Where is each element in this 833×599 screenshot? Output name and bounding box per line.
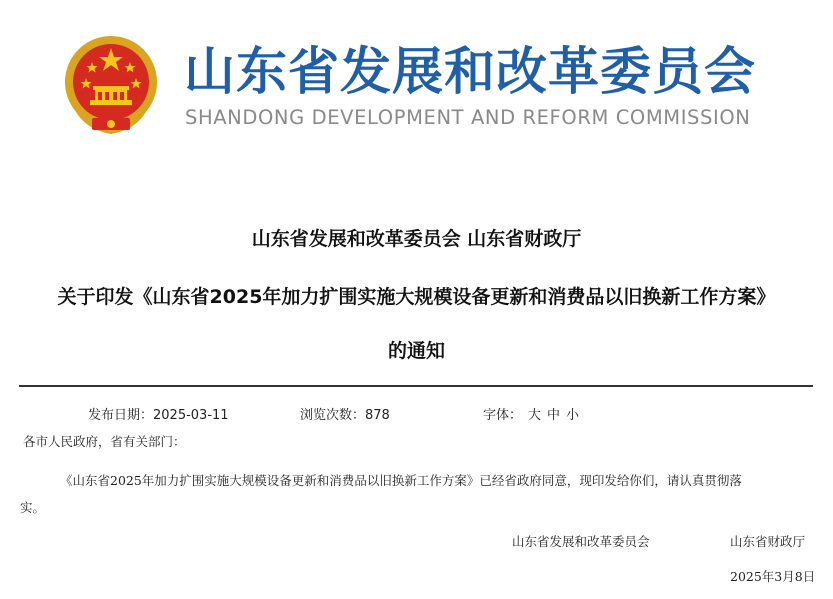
site-header	[0, 0, 833, 165]
signatory-finance: 山东省财政厅	[730, 534, 806, 549]
font-size-medium-button[interactable]: 中	[547, 408, 561, 423]
org-name-cn: 山东省发展和改革委员会	[184, 43, 757, 102]
view-count-value: 878	[365, 408, 390, 423]
signatory-ndrc: 山东省发展和改革委员会	[512, 534, 650, 549]
view-count-label: 浏览次数：	[300, 408, 366, 423]
font-size-small-button[interactable]: 小	[566, 408, 580, 423]
national-emblem-icon	[62, 34, 160, 138]
body-paragraph-line1: 《山东省2025年加力扩围实施大规模设备更新和消费品以旧换新工作方案》已经省政府同意，现印发给你们，请认真贯彻落	[60, 473, 742, 488]
font-size-label: 字体：	[483, 408, 523, 423]
publish-date	[88, 404, 229, 423]
title-line-notice: 的通知	[387, 340, 445, 362]
title-line-subject: 关于印发《山东省2025年加力扩围实施大规模设备更新和消费品以旧换新工作方案》	[57, 286, 776, 308]
body-paragraph-line2: 实。	[20, 500, 46, 515]
salutation: 各市人民政府，省有关部门：	[23, 434, 186, 449]
title-line-issuers: 山东省发展和改革委员会 山东省财政厅	[251, 228, 582, 250]
font-size-switcher	[483, 404, 579, 423]
org-name-en: SHANDONG DEVELOPMENT AND REFORM COMMISSION	[185, 106, 751, 129]
signing-date: 2025年3月8日	[730, 569, 816, 584]
font-size-large-button[interactable]: 大	[528, 408, 542, 423]
view-count	[300, 404, 390, 423]
title-divider	[19, 385, 813, 387]
publish-date-label: 发布日期：	[88, 408, 154, 423]
publish-date-value: 2025-03-11	[153, 408, 229, 423]
